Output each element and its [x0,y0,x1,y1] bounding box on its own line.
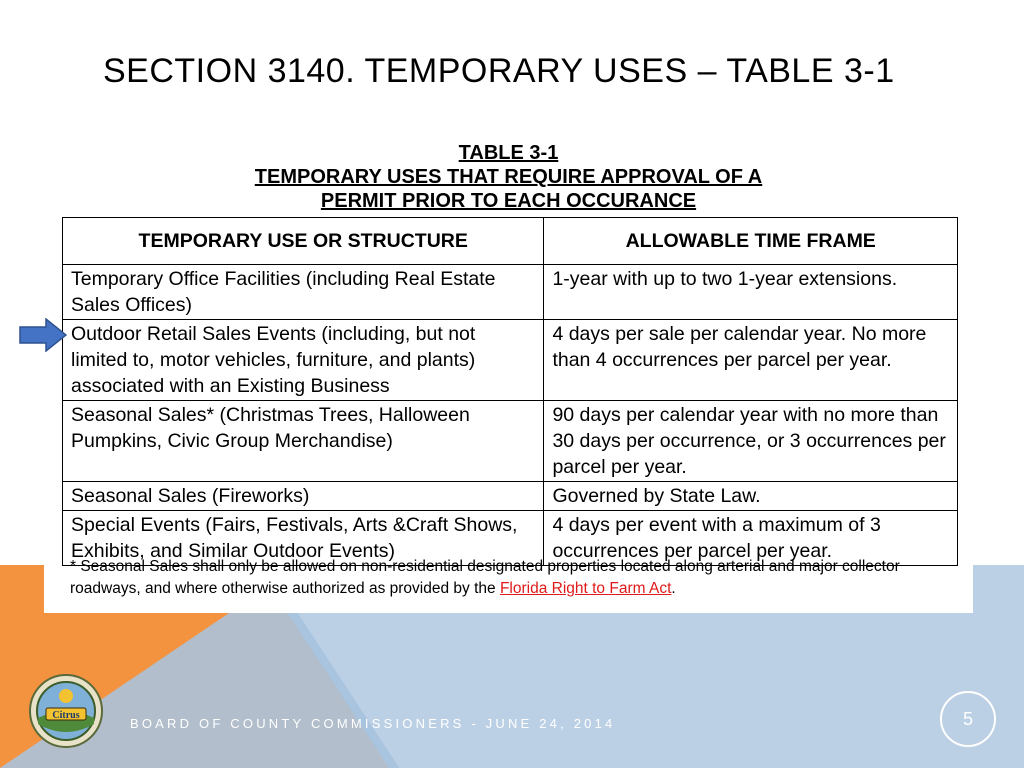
use-cell: Outdoor Retail Sales Events (including, but not limited to, motor vehicles, furniture, and plants) associated with an Existing Business [63,320,544,401]
table-heading-line-2: TEMPORARY USES THAT REQUIRE APPROVAL OF A [254,166,763,188]
use-cell: Temporary Office Facilities (including Real Estate Sales Offices) [63,265,544,320]
time-cell: 4 days per sale per calendar year. No more than 4 occurrences per parcel per year. [544,320,958,401]
county-seal-logo [29,674,103,748]
column-header-use: TEMPORARY USE OR STRUCTURE [63,218,544,265]
table-document [44,133,973,613]
table-row [63,265,958,320]
footnote-text: * Seasonal Sales shall only be allowed on non-residential designated properties located along arterial and major collector roadways, and where otherwise authorized as provided by the [70,558,900,597]
time-cell: 4 days per event with a maximum of 3 occurrences per parcel per year. [544,511,958,566]
table-footnote [70,556,960,600]
table-heading [44,141,973,213]
arrow-right-icon [19,318,67,352]
column-header-time: ALLOWABLE TIME FRAME [544,218,958,265]
time-cell: 90 days per calendar year with no more than 30 days per occurrence, or 3 occurrences per parcel per year. [544,401,958,482]
seal-wordmark: Citrus [52,710,80,721]
slide-title: SECTION 3140. TEMPORARY USES – TABLE 3-1 [103,52,895,90]
table-row [63,401,958,482]
table-row [63,320,958,401]
use-cell: Special Events (Fairs, Festivals, Arts &Craft Shows, Exhibits, and Similar Outdoor Events) [63,511,544,566]
temporary-uses-table [62,217,958,566]
page-number: 5 [940,691,996,747]
table-heading-line-3: PERMIT PRIOR TO EACH OCCURANCE [320,190,697,212]
time-cell: 1-year with up to two 1-year extensions. [544,265,958,320]
table-row [63,482,958,511]
use-cell: Seasonal Sales (Fireworks) [63,482,544,511]
florida-right-to-farm-link[interactable]: Florida Right to Farm Act [499,580,672,597]
use-cell: Seasonal Sales* (Christmas Trees, Halloween Pumpkins, Civic Group Merchandise) [63,401,544,482]
footer-text: BOARD OF COUNTY COMMISSIONERS - JUNE 24, 2014 [130,716,616,731]
table-heading-line-1: TABLE 3-1 [458,142,559,164]
footnote-end: . [671,580,676,597]
time-cell: Governed by State Law. [544,482,958,511]
table-header-row [63,218,958,265]
